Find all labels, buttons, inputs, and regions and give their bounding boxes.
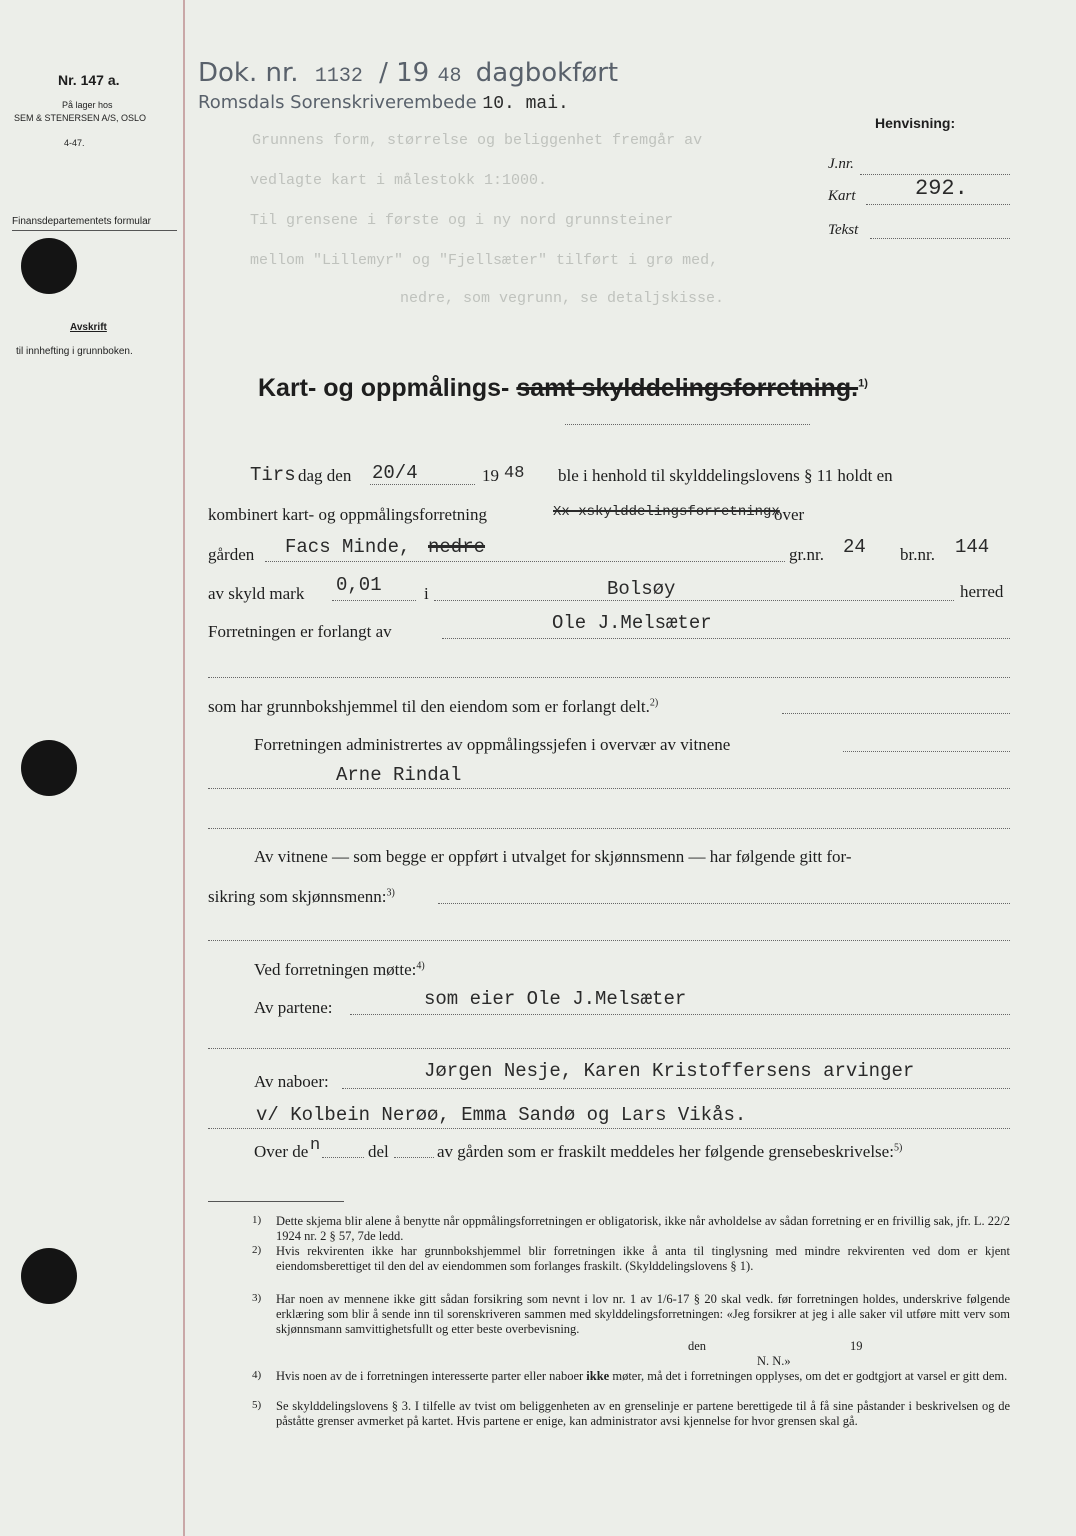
bleed-line-2: vedlagte kart i målestokk 1:1000. [250,172,548,189]
reference-heading: Henvisning: [875,115,956,131]
grnr-value: 24 [843,536,866,558]
bleed-line-4: mellom "Lillemyr" og "Fjellsæter" tilført i grø med, [250,252,719,269]
parties-line [350,1014,1010,1015]
line8-line [438,903,1010,904]
punch-hole-middle [21,740,77,796]
blank-line-1 [208,677,1010,678]
witness-name: Arne Rindal [336,764,462,786]
copy-title: Avskrift [70,322,107,333]
herred-label: herred [960,582,1004,601]
document-title [258,374,868,403]
line7-line [843,751,1010,752]
reference-kart-line [866,204,1010,205]
printer-name: SEM & STENERSEN A/S, OSLO [14,113,147,123]
over-n: n [310,1136,321,1155]
copy-purpose: til innhefting i grunnboken. [16,346,133,357]
line6-body: som har grunnbokshjemmel til den eiendom som er forlangt delt. [208,697,650,716]
footnote-4-text [276,1369,1010,1384]
title-footnote-ref: 1) [858,377,868,390]
line1-text: ble i henhold til skylddelingslovens § 11 holdt en [558,466,893,485]
footnote-5-num: 5) [252,1399,262,1411]
reference-kart-label: Kart [828,188,856,204]
neighbors-line-2 [208,1128,1010,1129]
title-underline [565,424,810,425]
requested-by-value: Ole J.Melsæter [552,612,712,634]
stamp-year: 48 [437,65,462,88]
del-label: del [368,1142,389,1161]
footnote-3-num: 3) [252,1292,262,1304]
print-date: 4-47. [64,138,85,148]
footnote-3-den: den [688,1339,707,1353]
line7-text: Forretningen administrertes av oppmålingssjefen i overvær av vitnene [254,735,731,754]
footnote-2-text: Hvis rekvirenten ikke har grunnbokshjemmel blir forretningen ikke å anta til tinglysning med mindre rekvirenten ved dom er kjent eiendomsberettiget til den del av eiendommen som forlanges fraskilt. (Skylddelingslovens § 1). [276,1244,1010,1273]
line2-text: kombinert kart- og oppmålingsforretning [208,505,488,524]
parties-label: Av partene: [254,998,333,1017]
title-prefix: Kart- og oppmålings- [258,374,510,402]
line8-body: sikring som skjønnsmenn: [208,887,387,906]
stamp-date: 10. mai. [482,94,569,114]
footnote-3-text: Har noen av mennene ikke gitt sådan forsikring som nevnt i lov nr. 1 av 1/6-17 § 20 skal vedk. før forretningen holdes, underskrive følgende erklæring som blir å sende inn til sorenskriveren sammen med skylddelingsforretningen: «Jeg forsikrer at jeg i alle saker vil utføre mitt verv som skjønnsmann samvittighetsfullt og etter beste overbevisning. [276,1292,1010,1336]
farm-struck: nedre [428,536,486,558]
line2-suffix: over [774,505,805,524]
line9-body: Ved forretningen møtte: [254,960,417,979]
line6-text [208,697,658,717]
reference-tekst-label: Tekst [828,222,859,238]
bleed-line-3: Til grensene i første og i ny nord grunnsteiner [250,212,674,229]
neighbors-value-2: v/ Kolbein Nerøø, Emma Sandø og Lars Vikås. [256,1104,747,1126]
date-line [370,484,475,485]
bleed-line-5: nedre, som vegrunn, se detaljskisse. [400,290,725,307]
neighbors-label: Av naboer: [254,1072,329,1091]
line10-text [437,1142,902,1162]
dag-den-label: dag den [298,466,352,485]
ministry-underline [12,230,177,231]
stamp-line2 [198,92,569,114]
in-label: i [424,584,429,603]
blank-line-2 [208,828,1010,829]
weekday: Tirs [250,464,296,486]
year-value: 48 [504,464,525,483]
blank-line-3 [208,940,1010,941]
reference-kart-value: 292. [915,176,968,201]
line9-text [254,960,425,980]
year-prefix: 19 [482,466,499,485]
brnr-value: 144 [955,536,990,558]
line10-footnote-ref: 5) [893,1142,903,1154]
ministry-form: Finansdepartementets formular [12,216,151,227]
skyld-value: 0,01 [336,574,382,596]
grnr-label: gr.nr. [789,545,824,564]
farm-line [265,561,785,562]
over-line-1 [322,1157,364,1158]
parties-value: som eier Ole J.Melsæter [424,988,687,1010]
skyld-label: av skyld mark [208,584,305,603]
line10-body: av gården som er fraskilt meddeles her følgende grensebeskrivelse: [437,1142,894,1161]
footnote-4-pre: Hvis noen av de i forretningen interesserte parter eller naboer [276,1369,584,1383]
requested-by-label: Forretningen er forlangt av [208,622,392,641]
footnote-1-num: 1) [252,1214,262,1226]
skyld-line [332,600,416,601]
form-number: Nr. 147 a. [58,72,120,88]
over-line-2 [394,1157,434,1158]
line6-footnote-ref: 2) [649,697,659,709]
footnote-4-post: møter, må det i forretningen opplyses, om det er godtgjort at varsel er gitt dem. [612,1369,1008,1383]
bleed-line-1: Grunnens form, størrelse og beliggenhet fremgår av [252,132,703,149]
stamp-registered: dagbokført [475,58,619,88]
printer-prefix: På lager hos [62,100,113,110]
reference-tekst-line [870,238,1010,239]
line8-footnote-ref: 3) [386,887,395,899]
punch-hole-top [21,238,77,294]
stamp-office: Romsdals Sorenskriverembede [198,92,477,113]
brnr-label: br.nr. [900,545,935,564]
requested-by-line [442,638,1010,639]
line6-line [782,713,1010,714]
footnote-3-nn: N. N.» [757,1354,791,1368]
margin-rule [183,0,185,1536]
municipality-line [434,600,954,601]
municipality: Bolsøy [607,578,676,600]
footnote-4-bold: ikke [586,1369,610,1383]
footnote-1-text: Dette skjema blir alene å benytte når oppmålingsforretningen er obligatorisk, ikke når avholdelse av sådan forretning er en frivillig sak, jfr. L. 22/2 1924 nr. 2 § 57, 7de ledd. [276,1214,1010,1243]
reference-jnr-line [860,174,1010,175]
line8-text2 [208,887,395,907]
stamp-doc-prefix: Dok. nr. [198,58,299,88]
footnote-2-num: 2) [252,1244,262,1256]
blank-line-4 [208,1048,1010,1049]
line2-struck: Xx xskylddelingsforretningx [553,504,780,520]
witness-line [208,788,1010,789]
footnote-5-text: Se skylddelingslovens § 3. I tilfelle av tvist om beliggenheten av en grenselinje er partene berettigede til å få sine påstander i beskrivelsen og de påståtte grenser avmerket på kartet. Hvis partene er enige, kan administrator avsi kjennelse for hvor grensen skal gå. [276,1399,1010,1428]
stamp-line1 [198,58,618,88]
punch-hole-bottom [21,1248,77,1304]
farm-label: gården [208,545,255,564]
footnote-separator [208,1201,344,1202]
stamp-doc-number: 1132 [314,65,363,88]
footnote-4-num: 4) [252,1369,262,1381]
neighbors-value-1: Jørgen Nesje, Karen Kristoffersens arvinger [424,1060,915,1082]
farm-name: Facs Minde, [285,536,411,558]
footnote-3-year: 19 [850,1339,863,1353]
line8-text1: Av vitnene — som begge er oppført i utvalget for skjønnsmenn — har følgende gitt for- [254,847,852,866]
neighbors-line [342,1088,1010,1089]
title-struck: samt skylddelingsforretning. [516,374,859,402]
reference-jnr-label: J.nr. [828,156,854,172]
stamp-year-prefix: / 19 [379,58,430,88]
date-value: 20/4 [372,462,418,484]
line9-footnote-ref: 4) [416,960,425,972]
over-prefix: Over de [254,1142,309,1161]
